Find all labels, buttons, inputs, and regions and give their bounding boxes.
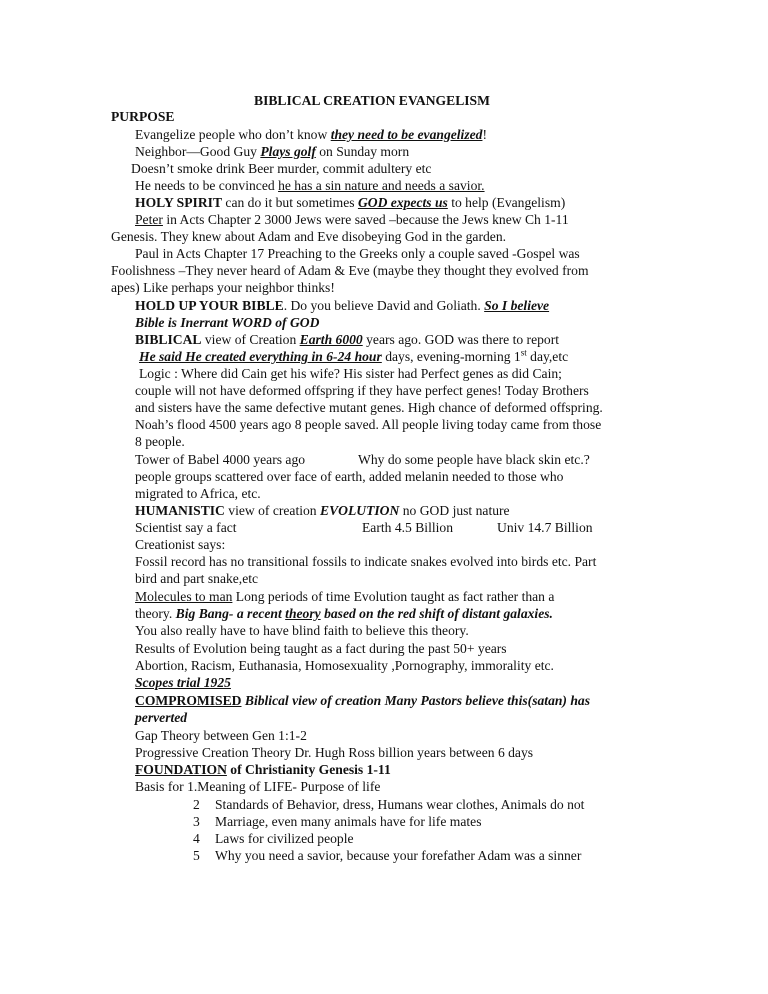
list-number: 3 [193, 814, 200, 829]
holy-spirit-line [135, 194, 565, 211]
underlined-text: he has a sin nature and needs a savior. [278, 178, 485, 193]
universe-age: Univ 14.7 Billion [497, 520, 593, 535]
purpose-line-1 [135, 126, 487, 143]
peter-line-2: Genesis. They knew about Adam and Eve disobeying God in the garden. [111, 229, 507, 244]
logic-line-4: Noah’s flood 4500 years ago 8 people saved. All people living today came from those [135, 417, 602, 432]
molecules-line-1 [135, 588, 554, 605]
logic-line-3: and sisters have the same defective mutant genes. High chance of deformed offspring. [135, 400, 603, 415]
results-line-1: Results of Evolution being taught as a fact during the past 50+ years [135, 641, 507, 656]
text: in Acts Chapter 2 3000 Jews were saved –because the Jews knew Ch 1-11 [162, 212, 569, 227]
text: years ago. GOD was there to report [362, 332, 560, 347]
results-line-2: Abortion, Racism, Euthanasia, Homosexuality ,Pornography, immorality etc. [135, 658, 554, 673]
superscript: st [520, 347, 527, 358]
emphasis-text: Biblical view of creation Many Pastors believe this(satan) has [241, 693, 591, 708]
list-number: 4 [193, 831, 200, 846]
text: He needs to be convinced [135, 178, 279, 193]
basis-line: Basis for 1.Meaning of LIFE- Purpose of life [135, 779, 381, 794]
emphasis-text: Plays golf [260, 144, 316, 159]
emphasis-text: theory [285, 606, 321, 621]
list-text: Laws for civilized people [215, 831, 354, 846]
foundation-line [135, 761, 391, 778]
peter-line-1 [135, 211, 569, 228]
text: Long periods of time Evolution taught as fact rather than a [232, 589, 555, 604]
text: can do it but sometimes [222, 195, 358, 210]
bible-line-1 [135, 297, 549, 314]
list-item [193, 813, 481, 830]
purpose-line-2 [135, 143, 409, 160]
molecules-line-2 [135, 605, 553, 622]
purpose-line-3: Doesn’t smoke drink Beer murder, commit adultery etc [131, 161, 432, 176]
creationist-line-3: bird and part snake,etc [135, 571, 259, 586]
text: ! [482, 127, 487, 142]
heading-text: HUMANISTIC [135, 503, 225, 518]
molecules-line-3: You also really have to have blind faith to believe this theory. [135, 623, 469, 638]
text: Evangelize people who don’t know [135, 127, 331, 142]
compromised-line-1 [135, 692, 590, 709]
creationist-line-1: Creationist says: [135, 537, 226, 552]
underlined-text: Peter [135, 212, 163, 227]
emphasis-text: they need to be evangelized [330, 127, 483, 142]
logic-line-1: Logic : Where did Cain get his wife? His sister had Perfect genes as did Cain; [139, 366, 562, 381]
emphasis-text: EVOLUTION [320, 503, 400, 518]
scopes-trial: Scopes trial 1925 [135, 675, 231, 690]
biblical-view-line-1 [135, 331, 559, 348]
text: to help (Evangelism) [447, 195, 566, 210]
bible-line-2: Bible is Inerrant WORD of GOD [135, 315, 320, 330]
emphasis-text: So I believe [484, 298, 550, 313]
emphasis-text: Earth 6000 [299, 332, 363, 347]
text: day,etc [526, 349, 569, 364]
emphasis-text: Big Bang- a recent [175, 606, 286, 621]
page-title: BIBLICAL CREATION EVANGELISM [254, 93, 490, 108]
emphasis-text: based on the red shift of distant galaxies. [320, 606, 553, 621]
biblical-view-line-2 [139, 348, 568, 365]
gap-theory: Gap Theory between Gen 1:1-2 [135, 728, 307, 743]
text: view of creation [224, 503, 321, 518]
text: of Christianity Genesis 1-11 [226, 762, 391, 777]
emphasis-text: He said He created everything in 6-24 hour [139, 349, 382, 364]
progressive-creation: Progressive Creation Theory Dr. Hugh Ross billion years between 6 days [135, 745, 534, 760]
emphasis-text: GOD expects us [357, 195, 448, 210]
text: no GOD just nature [399, 503, 510, 518]
purpose-line-4 [135, 177, 485, 194]
heading-text: COMPROMISED [135, 693, 242, 708]
heading-text: BIBLICAL [135, 332, 202, 347]
purpose-heading: PURPOSE [111, 109, 175, 124]
text: days, evening-morning 1 [381, 349, 521, 364]
list-text: Why you need a savior, because your forefather Adam was a sinner [215, 848, 582, 863]
text: view of Creation [201, 332, 300, 347]
babel-line-1a: Tower of Babel 4000 years ago [135, 452, 306, 467]
heading-text: FOUNDATION [135, 762, 227, 777]
babel-line-2: people groups scattered over face of earth, added melanin needed to those who [135, 469, 564, 484]
heading-text: HOLD UP YOUR BIBLE [135, 298, 284, 313]
list-text: Standards of Behavior, dress, Humans wear clothes, Animals do not [215, 797, 585, 812]
earth-age: Earth 4.5 Billion [362, 520, 453, 535]
text: theory. [135, 606, 176, 621]
babel-line-1b: Why do some people have black skin etc.? [358, 452, 590, 467]
list-item [193, 847, 581, 864]
creationist-line-2: Fossil record has no transitional fossils to indicate snakes evolved into birds etc. Part [135, 554, 597, 569]
paul-line-2: Foolishness –They never heard of Adam & Eve (maybe they thought they evolved from [111, 263, 589, 278]
compromised-line-2: perverted [135, 710, 188, 725]
list-item [193, 796, 584, 813]
logic-line-5: 8 people. [135, 434, 185, 449]
heading-text: HOLY SPIRIT [135, 195, 223, 210]
list-item [193, 830, 354, 847]
logic-line-2: couple will not have deformed offspring if they have perfect genes! Today Brothers [135, 383, 589, 398]
list-text: Marriage, even many animals have for life mates [215, 814, 482, 829]
text: on Sunday morn [315, 144, 410, 159]
underlined-text: Molecules to man [135, 589, 233, 604]
babel-line-3: migrated to Africa, etc. [135, 486, 261, 501]
text: . Do you believe David and Goliath. [283, 298, 485, 313]
humanistic-line [135, 502, 510, 519]
list-number: 5 [193, 848, 200, 863]
scientist-claim: Scientist say a fact [135, 520, 237, 535]
list-number: 2 [193, 797, 200, 812]
text: Neighbor—Good Guy [135, 144, 261, 159]
paul-line-3: apes) Like perhaps your neighbor thinks! [111, 280, 335, 295]
paul-line-1: Paul in Acts Chapter 17 Preaching to the Greeks only a couple saved -Gospel was [135, 246, 580, 261]
